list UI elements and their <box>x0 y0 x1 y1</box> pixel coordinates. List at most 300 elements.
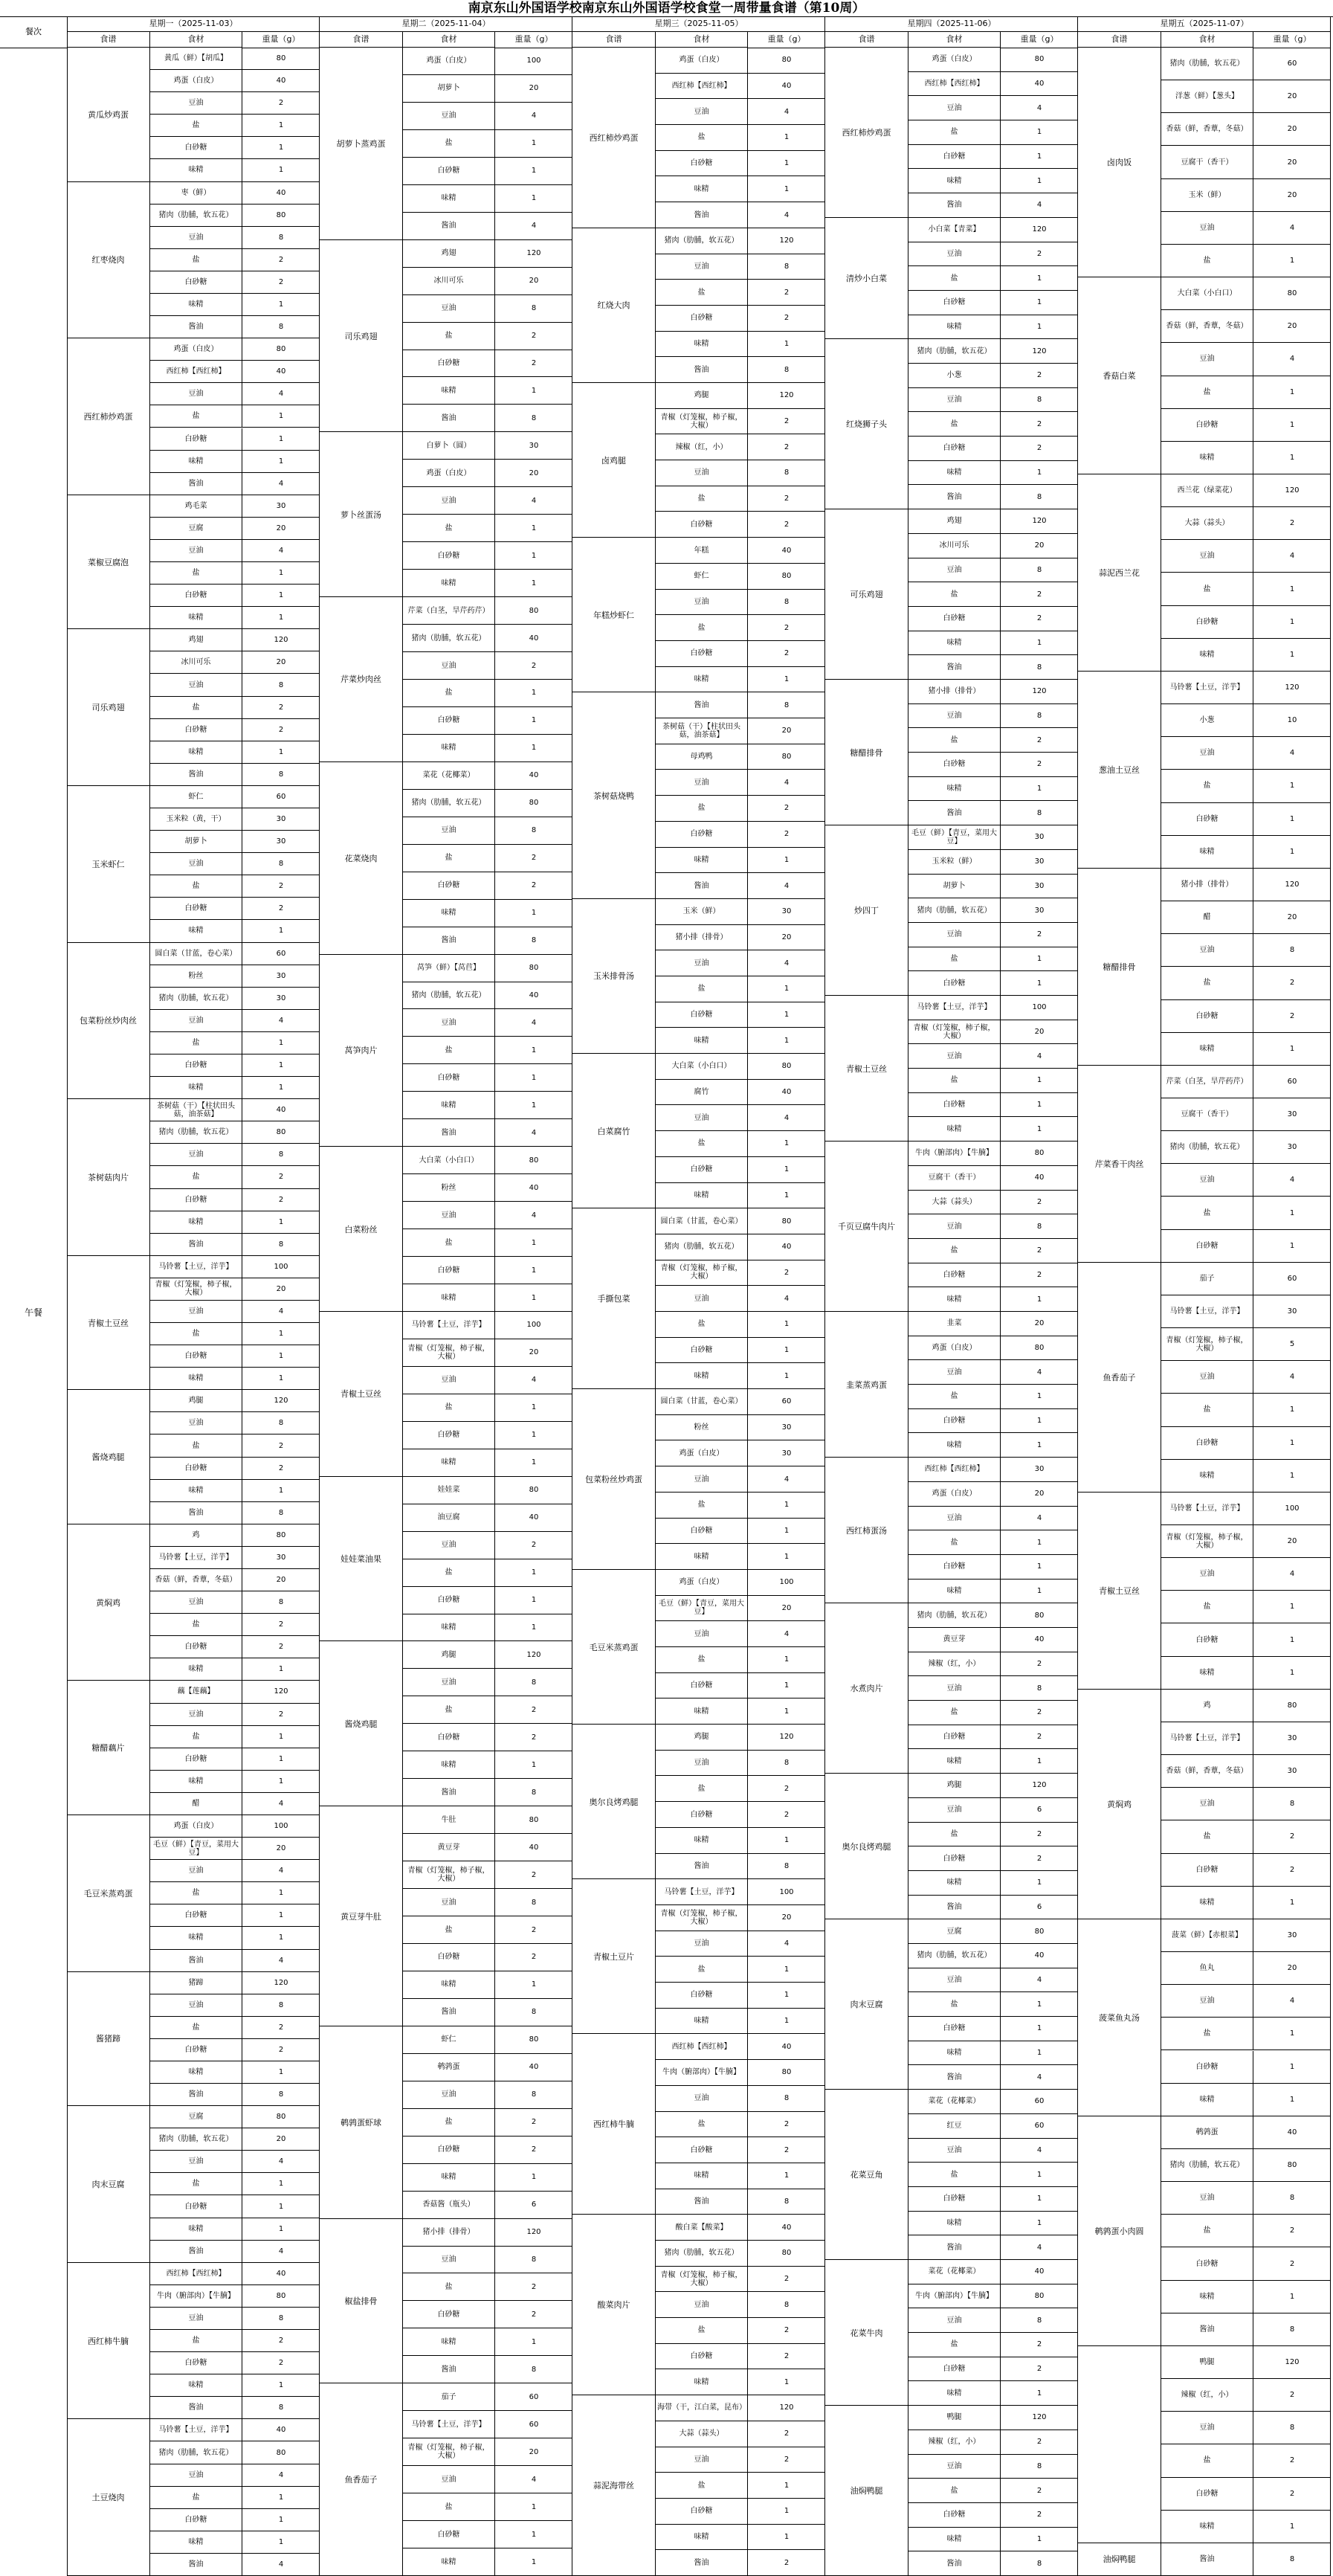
ingredient-row <box>403 570 572 597</box>
ingredient-quantity: 1 <box>531 1266 537 1275</box>
ingredient-name: 马铃薯【土豆，洋芋】 <box>1161 1493 1253 1524</box>
ingredient-row <box>656 2395 825 2421</box>
ingredient-row <box>656 1751 825 1777</box>
ingredient-row <box>150 1211 320 1234</box>
ingredient-row <box>908 2430 1078 2455</box>
ingredient-quantity: 4 <box>784 1475 790 1484</box>
ingredient-quantity: 120 <box>526 1650 541 1659</box>
ingredient-quantity: 80 <box>529 799 539 808</box>
ingredient-name: 白砂糖 <box>403 1724 495 1751</box>
ingredient-column-header: 食材 <box>150 31 242 48</box>
ingredient-quantity: 30 <box>276 501 286 510</box>
ingredient-name: 酱油 <box>150 764 242 785</box>
ingredient-row <box>656 564 825 590</box>
ingredient-row <box>403 872 572 900</box>
ingredient-name: 鸡蛋（白皮） <box>403 460 495 486</box>
ingredient-name: 豆油 <box>908 1044 1001 1068</box>
ingredient-name: 白砂糖 <box>908 1409 1001 1433</box>
ingredient-row <box>656 2550 825 2576</box>
meal-name: 午餐 <box>24 1307 42 1318</box>
ingredient-row <box>403 1174 572 1202</box>
ingredient-row <box>1161 1460 1331 1493</box>
ingredient-name: 豆油 <box>403 1669 495 1696</box>
ingredient-name: 盐 <box>150 2487 242 2508</box>
ingredient-name: 盐 <box>150 875 242 897</box>
ingredient-quantity: 1 <box>1036 2195 1042 2203</box>
ingredient-name: 白砂糖 <box>403 707 495 734</box>
ingredient-name: 豆油 <box>656 460 748 486</box>
ingredient-row <box>656 899 825 925</box>
ingredient-name: 盐 <box>908 1530 1001 1554</box>
ingredient-name: 盐 <box>656 486 748 512</box>
ingredient-quantity: 20 <box>276 524 286 532</box>
ingredient-name: 豆油 <box>403 1367 495 1394</box>
ingredient-quantity: 4 <box>1289 1997 1295 2006</box>
dish-name: 蒜泥西兰花 <box>1078 474 1161 672</box>
ingredient-quantity: 8 <box>278 1508 284 1517</box>
ingredient-name: 豆油 <box>150 227 242 248</box>
ingredient-quantity: 1 <box>784 1320 790 1329</box>
ingredient-row <box>656 434 825 460</box>
ingredient-row <box>1161 737 1331 770</box>
ingredient-name: 白砂糖 <box>908 753 1001 776</box>
ingredient-row <box>1161 1000 1331 1033</box>
ingredient-quantity: 1 <box>1289 420 1295 429</box>
ingredient-row <box>150 1972 320 1994</box>
ingredient-row <box>403 2466 572 2493</box>
ingredient-row <box>150 1301 320 1323</box>
ingredient-name: 味精 <box>1161 1657 1253 1689</box>
ingredient-name: 豆油 <box>908 1798 1001 1822</box>
ingredient-row <box>908 218 1078 242</box>
ingredient-name: 豆油 <box>403 1889 495 1916</box>
ingredient-name: 白砂糖 <box>150 2039 242 2061</box>
ingredient-quantity: 2 <box>531 2145 537 2154</box>
ingredient-name: 酱油 <box>403 2356 495 2383</box>
ingredient-quantity: 2 <box>278 255 284 264</box>
ingredient-name: 味精 <box>150 451 242 472</box>
ingredient-row <box>150 965 320 988</box>
ingredient-quantity: 1 <box>1036 1124 1042 1133</box>
ingredient-quantity: 1 <box>784 1036 790 1045</box>
ingredient-row <box>150 2509 320 2531</box>
ingredient-quantity: 120 <box>274 1397 288 1405</box>
ingredient-quantity: 1 <box>531 167 537 176</box>
ingredient-name: 白砂糖 <box>1161 2478 1253 2510</box>
ingredient-name: 小白菜【青菜】 <box>908 218 1001 242</box>
ingredient-row <box>150 2241 320 2263</box>
ingredient-row <box>1161 2313 1331 2346</box>
ingredient-name: 盐 <box>656 2112 748 2137</box>
ingredient-quantity: 20 <box>1287 125 1297 134</box>
ingredient-row <box>656 925 825 951</box>
ingredient-row <box>656 486 825 512</box>
ingredient-name: 豆油 <box>1161 737 1253 769</box>
ingredient-row <box>1161 1361 1331 1394</box>
ingredient-name: 豆腐干（香干） <box>908 1166 1001 1190</box>
ingredient-row <box>908 850 1078 875</box>
ingredient-quantity: 1 <box>1036 2170 1042 2179</box>
ingredient-name: 味精 <box>908 169 1001 193</box>
ingredient-quantity: 100 <box>779 1578 794 1587</box>
ingredient-row <box>656 1596 825 1622</box>
dish-name: 萝卜丝蛋汤 <box>320 432 403 597</box>
ingredient-row <box>656 718 825 744</box>
ingredient-quantity: 1 <box>1289 1438 1295 1447</box>
dish-name: 黄豆芽牛肚 <box>320 1806 403 2026</box>
ingredient-quantity: 8 <box>278 680 284 689</box>
dish-name: 白菜腐竹 <box>572 1054 656 1208</box>
ingredient-quantity: 30 <box>781 1449 792 1458</box>
ingredient-quantity: 8 <box>784 365 790 374</box>
ingredient-name: 味精 <box>150 920 242 941</box>
ingredient-row <box>908 2455 1078 2479</box>
ingredient-row <box>1161 836 1331 869</box>
dish-name: 花菜牛肉 <box>825 2260 908 2406</box>
ingredient-row <box>403 2081 572 2109</box>
ingredient-quantity: 1 <box>278 1889 284 1898</box>
ingredient-quantity: 8 <box>784 2094 790 2103</box>
ingredient-quantity: 8 <box>278 770 284 779</box>
ingredient-name: 白砂糖 <box>656 2344 748 2369</box>
ingredient-name: 白砂糖 <box>150 137 242 158</box>
ingredient-quantity: 1 <box>1289 1635 1295 1644</box>
ingredient-row <box>656 2344 825 2370</box>
ingredient-row <box>656 2189 825 2215</box>
ingredient-name: 酱油 <box>656 1854 748 1879</box>
ingredient-row <box>150 1904 320 1927</box>
dish-name: 奥尔良烤鸡腿 <box>825 1774 908 1919</box>
ingredient-name: 酱油 <box>150 473 242 495</box>
dish-name: 芹菜香干肉丝 <box>1078 1066 1161 1263</box>
ingredient-quantity: 4 <box>784 1939 790 1948</box>
ingredient-row <box>150 1927 320 1949</box>
ingredient-name: 鸡腿 <box>150 1390 242 1411</box>
ingredient-row <box>150 1032 320 1054</box>
ingredient-quantity: 120 <box>1032 347 1047 355</box>
ingredient-quantity: 4 <box>531 112 537 120</box>
ingredient-quantity: 60 <box>1034 2097 1045 2106</box>
ingredient-quantity: 40 <box>1034 80 1045 88</box>
ingredient-quantity: 1 <box>1036 2000 1042 2009</box>
ingredient-name: 味精 <box>908 2528 1001 2551</box>
ingredient-row <box>403 955 572 982</box>
ingredient-name: 豆油 <box>908 2308 1001 2332</box>
ingredient-quantity: 120 <box>274 1978 288 1987</box>
ingredient-quantity: 1 <box>278 1777 284 1786</box>
ingredient-name: 猪肉（肋脯，软五花） <box>150 2128 242 2150</box>
ingredient-row <box>403 1422 572 1449</box>
ingredient-name: 白砂糖 <box>403 2137 495 2163</box>
ingredient-name: 盐 <box>908 2479 1001 2502</box>
ingredient-name: 白砂糖 <box>150 1748 242 1770</box>
ingredient-row <box>908 2503 1078 2528</box>
ingredient-row <box>150 898 320 920</box>
ingredient-name: 味精 <box>150 2061 242 2083</box>
ingredient-name: 盐 <box>908 947 1001 971</box>
ingredient-name: 娃娃菜 <box>403 1477 495 1504</box>
dish-name: 年糕炒虾仁 <box>572 538 656 692</box>
ingredient-name: 黄豆芽 <box>403 1834 495 1861</box>
ingredient-row <box>403 2247 572 2274</box>
ingredient-name: 味精 <box>403 1971 495 1998</box>
ingredient-row <box>150 1569 320 1591</box>
ingredient-quantity: 2 <box>531 1733 537 1742</box>
ingredient-row <box>656 2034 825 2060</box>
ingredient-name: 盐 <box>403 680 495 706</box>
ingredient-row <box>403 240 572 268</box>
dish-name: 葱油土豆丝 <box>1078 672 1161 869</box>
ingredient-quantity: 8 <box>1036 2316 1042 2325</box>
ingredient-name: 盐 <box>1161 1591 1253 1623</box>
ingredient-quantity: 10 <box>1287 716 1297 725</box>
ingredient-row <box>908 1239 1078 1263</box>
ingredient-row <box>908 1944 1078 1968</box>
dish-name: 清炒小白菜 <box>825 218 908 339</box>
ingredient-quantity: 40 <box>276 367 286 376</box>
ingredient-row <box>1161 1295 1331 1328</box>
dish-name: 酱烧鸡腿 <box>320 1641 403 1806</box>
ingredient-row <box>150 875 320 898</box>
ingredient-row <box>150 1950 320 1972</box>
ingredient-name: 豆油 <box>1161 2412 1253 2444</box>
ingredient-column-header: 食材 <box>908 31 1001 48</box>
ingredient-row <box>656 822 825 848</box>
ingredient-row <box>150 2128 320 2151</box>
ingredient-row <box>1161 1558 1331 1591</box>
ingredient-name: 盐 <box>150 2017 242 2038</box>
ingredient-row <box>656 1957 825 1983</box>
ingredient-name: 豆油 <box>1161 1361 1253 1393</box>
ingredient-quantity: 2 <box>1036 735 1042 744</box>
ingredient-quantity: 8 <box>1036 2559 1042 2568</box>
ingredient-quantity: 100 <box>526 57 541 65</box>
ingredient-row <box>403 1367 572 1394</box>
ingredient-row <box>656 99 825 125</box>
ingredient-name: 海带（干，江白菜，昆布） <box>656 2395 748 2421</box>
ingredient-name: 鸡腿 <box>403 1641 495 1668</box>
ingredient-quantity: 2 <box>531 2118 537 2127</box>
ingredient-quantity: 2 <box>1036 590 1042 599</box>
ingredient-quantity: 1 <box>1289 1241 1295 1250</box>
ingredient-row <box>150 697 320 719</box>
ingredient-name: 味精 <box>656 1828 748 1853</box>
ingredient-name: 味精 <box>908 1871 1001 1895</box>
ingredient-quantity: 2 <box>1036 2511 1042 2519</box>
ingredient-name: 豆油 <box>1161 934 1253 966</box>
ingredient-name: 鸡蛋（白皮） <box>656 48 748 73</box>
ingredient-row <box>908 509 1078 534</box>
ingredient-row <box>1161 2215 1331 2247</box>
day-column <box>825 16 1078 2576</box>
ingredient-row <box>403 2026 572 2054</box>
ingredient-name: 马铃薯【土豆，洋芋】 <box>150 1256 242 1278</box>
ingredient-quantity: 8 <box>531 936 537 945</box>
ingredient-row <box>1161 48 1331 80</box>
dish-column-header: 食谱 <box>825 31 908 48</box>
ingredient-name: 小葱 <box>908 364 1001 387</box>
ingredient-name: 菜花（花椰菜） <box>908 2260 1001 2284</box>
dish-name: 韭菜蒸鸡蛋 <box>825 1312 908 1458</box>
ingredient-name: 盐 <box>1161 376 1253 408</box>
ingredient-quantity: 40 <box>276 2269 286 2278</box>
ingredient-name: 酱油 <box>150 1950 242 1971</box>
ingredient-row <box>656 2137 825 2163</box>
ingredient-quantity: 8 <box>784 468 790 477</box>
ingredient-name: 枣（鲜） <box>150 182 242 204</box>
ingredient-quantity: 1 <box>1036 2024 1042 2033</box>
dish-name: 鱼香茄子 <box>1078 1263 1161 1493</box>
ingredient-row <box>150 1121 320 1144</box>
ingredient-row <box>1161 1164 1331 1197</box>
ingredient-name: 酱油 <box>403 405 495 431</box>
ingredient-row <box>656 1260 825 1287</box>
ingredient-row <box>403 2164 572 2192</box>
ingredient-quantity: 8 <box>278 1419 284 1428</box>
ingredient-name: 豆油 <box>150 853 242 875</box>
ingredient-row <box>150 1771 320 1793</box>
ingredient-name: 豆油 <box>150 92 242 114</box>
ingredient-row <box>150 2218 320 2241</box>
ingredient-quantity: 40 <box>276 1106 286 1115</box>
dish-name: 娃娃菜油果 <box>320 1477 403 1642</box>
ingredient-quantity: 2 <box>531 881 537 890</box>
ingredient-quantity: 1 <box>531 1458 537 1467</box>
ingredient-row <box>656 1519 825 1545</box>
ingredient-quantity: 1 <box>1036 1392 1042 1401</box>
ingredient-name: 猪肉（肋脯，软五花） <box>150 988 242 1009</box>
ingredient-name: 豆油 <box>150 674 242 695</box>
ingredient-row <box>1161 1493 1331 1525</box>
ingredient-name: 豆油 <box>150 2308 242 2329</box>
ingredient-quantity: 1 <box>1289 847 1295 856</box>
ingredient-name: 豆油 <box>403 1532 495 1559</box>
ingredient-quantity: 1 <box>278 2202 284 2211</box>
ingredient-quantity: 120 <box>1285 683 1300 692</box>
ingredient-name: 猪肉（肋脯，软五花） <box>403 625 495 651</box>
ingredient-row <box>1161 212 1331 245</box>
ingredient-name: 豆油 <box>908 1214 1001 1238</box>
ingredient-name: 盐 <box>403 1394 495 1421</box>
ingredient-quantity: 1 <box>1289 814 1295 823</box>
ingredient-row <box>908 2017 1078 2041</box>
ingredient-name: 菠菜（鲜）【赤根菜】 <box>1161 1919 1253 1951</box>
ingredient-row <box>150 2419 320 2441</box>
ingredient-row <box>403 213 572 240</box>
ingredient-name: 香菇（鲜，香蕈，冬菇） <box>1161 310 1253 342</box>
ingredient-name: 香菇酱（瓶头） <box>403 2192 495 2218</box>
ingredient-name: 豆油 <box>656 2086 748 2111</box>
ingredient-name: 味精 <box>403 1449 495 1476</box>
ingredient-row <box>656 332 825 358</box>
ingredient-row <box>656 667 825 693</box>
ingredient-row <box>150 249 320 271</box>
ingredient-name: 毛豆（鲜）【青豆，菜用大豆】 <box>908 825 1001 849</box>
ingredient-name: 味精 <box>1161 2511 1253 2543</box>
ingredient-row <box>150 540 320 562</box>
ingredient-name: 鸡 <box>1161 1690 1253 1722</box>
ingredient-name: 味精 <box>150 1077 242 1098</box>
ingredient-name: 酱油 <box>908 485 1001 509</box>
ingredient-quantity: 1 <box>278 1061 284 1069</box>
ingredient-quantity: 80 <box>529 606 539 615</box>
ingredient-quantity: 1 <box>784 2507 790 2516</box>
ingredient-name: 白砂糖 <box>908 1555 1001 1579</box>
ingredient-quantity: 1 <box>278 1330 284 1339</box>
ingredient-name: 酱油 <box>150 316 242 338</box>
ingredient-quantity: 80 <box>529 1815 539 1824</box>
ingredient-row <box>150 764 320 786</box>
ingredient-quantity: 2 <box>1036 1246 1042 1255</box>
ingredient-quantity: 80 <box>1287 289 1297 298</box>
ingredient-row <box>403 2356 572 2383</box>
ingredient-row <box>656 1080 825 1106</box>
ingredient-name: 白砂糖 <box>403 542 495 569</box>
ingredient-name: 虾仁 <box>150 786 242 808</box>
ingredient-quantity: 80 <box>781 1062 792 1071</box>
quantity-column-header: 重量（g） <box>1001 31 1078 48</box>
ingredient-quantity: 4 <box>1289 1176 1295 1185</box>
ingredient-quantity: 2 <box>784 2275 790 2284</box>
ingredient-name: 白砂糖 <box>908 2187 1001 2211</box>
ingredient-quantity: 1 <box>531 1623 537 1632</box>
ingredient-quantity: 4 <box>531 222 537 231</box>
ingredient-quantity: 4 <box>1036 1368 1042 1376</box>
ingredient-quantity: 4 <box>1036 201 1042 210</box>
ingredient-quantity: 8 <box>1289 2194 1295 2203</box>
ingredient-row <box>403 2192 572 2219</box>
ingredient-name: 豆油 <box>150 1591 242 1613</box>
ingredient-row <box>403 597 572 625</box>
ingredient-row <box>908 1530 1078 1555</box>
ingredient-quantity: 1 <box>784 1707 790 1716</box>
ingredient-name: 盐 <box>656 976 748 1002</box>
ingredient-name: 豆油 <box>150 1301 242 1322</box>
ingredient-name: 味精 <box>908 2212 1001 2235</box>
ingredient-row <box>150 428 320 451</box>
ingredient-row <box>656 1363 825 1389</box>
ingredient-name: 盐 <box>908 1823 1001 1846</box>
ingredient-row <box>656 2318 825 2344</box>
dish-name: 西红柿牛腩 <box>572 2034 656 2215</box>
ingredient-row <box>656 74 825 100</box>
ingredient-row <box>1161 1427 1331 1460</box>
ingredient-row <box>656 228 825 254</box>
ingredient-quantity: 1 <box>784 1191 790 1200</box>
ingredient-row <box>656 460 825 486</box>
day-column <box>320 16 572 2576</box>
ingredient-row <box>403 75 572 103</box>
ingredient-row <box>1161 1623 1331 1656</box>
ingredient-row <box>150 405 320 428</box>
ingredient-row <box>908 48 1078 72</box>
ingredient-row <box>656 2473 825 2499</box>
ingredient-row <box>1161 2412 1331 2444</box>
ingredient-name: 豆腐 <box>150 2106 242 2128</box>
ingredient-row <box>908 1287 1078 1312</box>
ingredient-name: 大蒜（蒜头） <box>656 2421 748 2447</box>
ingredient-row <box>150 1681 320 1703</box>
ingredient-name: 味精 <box>150 294 242 315</box>
ingredient-row <box>908 1798 1078 1823</box>
ingredient-quantity: 20 <box>529 277 539 286</box>
ingredient-row <box>1161 2511 1331 2543</box>
ingredient-name: 胡萝卜 <box>908 875 1001 898</box>
ingredient-name: 白砂糖 <box>403 1257 495 1284</box>
ingredient-quantity: 2 <box>1036 419 1042 428</box>
ingredient-name: 豆油 <box>656 770 748 795</box>
ingredient-name: 韭菜 <box>908 1312 1001 1336</box>
